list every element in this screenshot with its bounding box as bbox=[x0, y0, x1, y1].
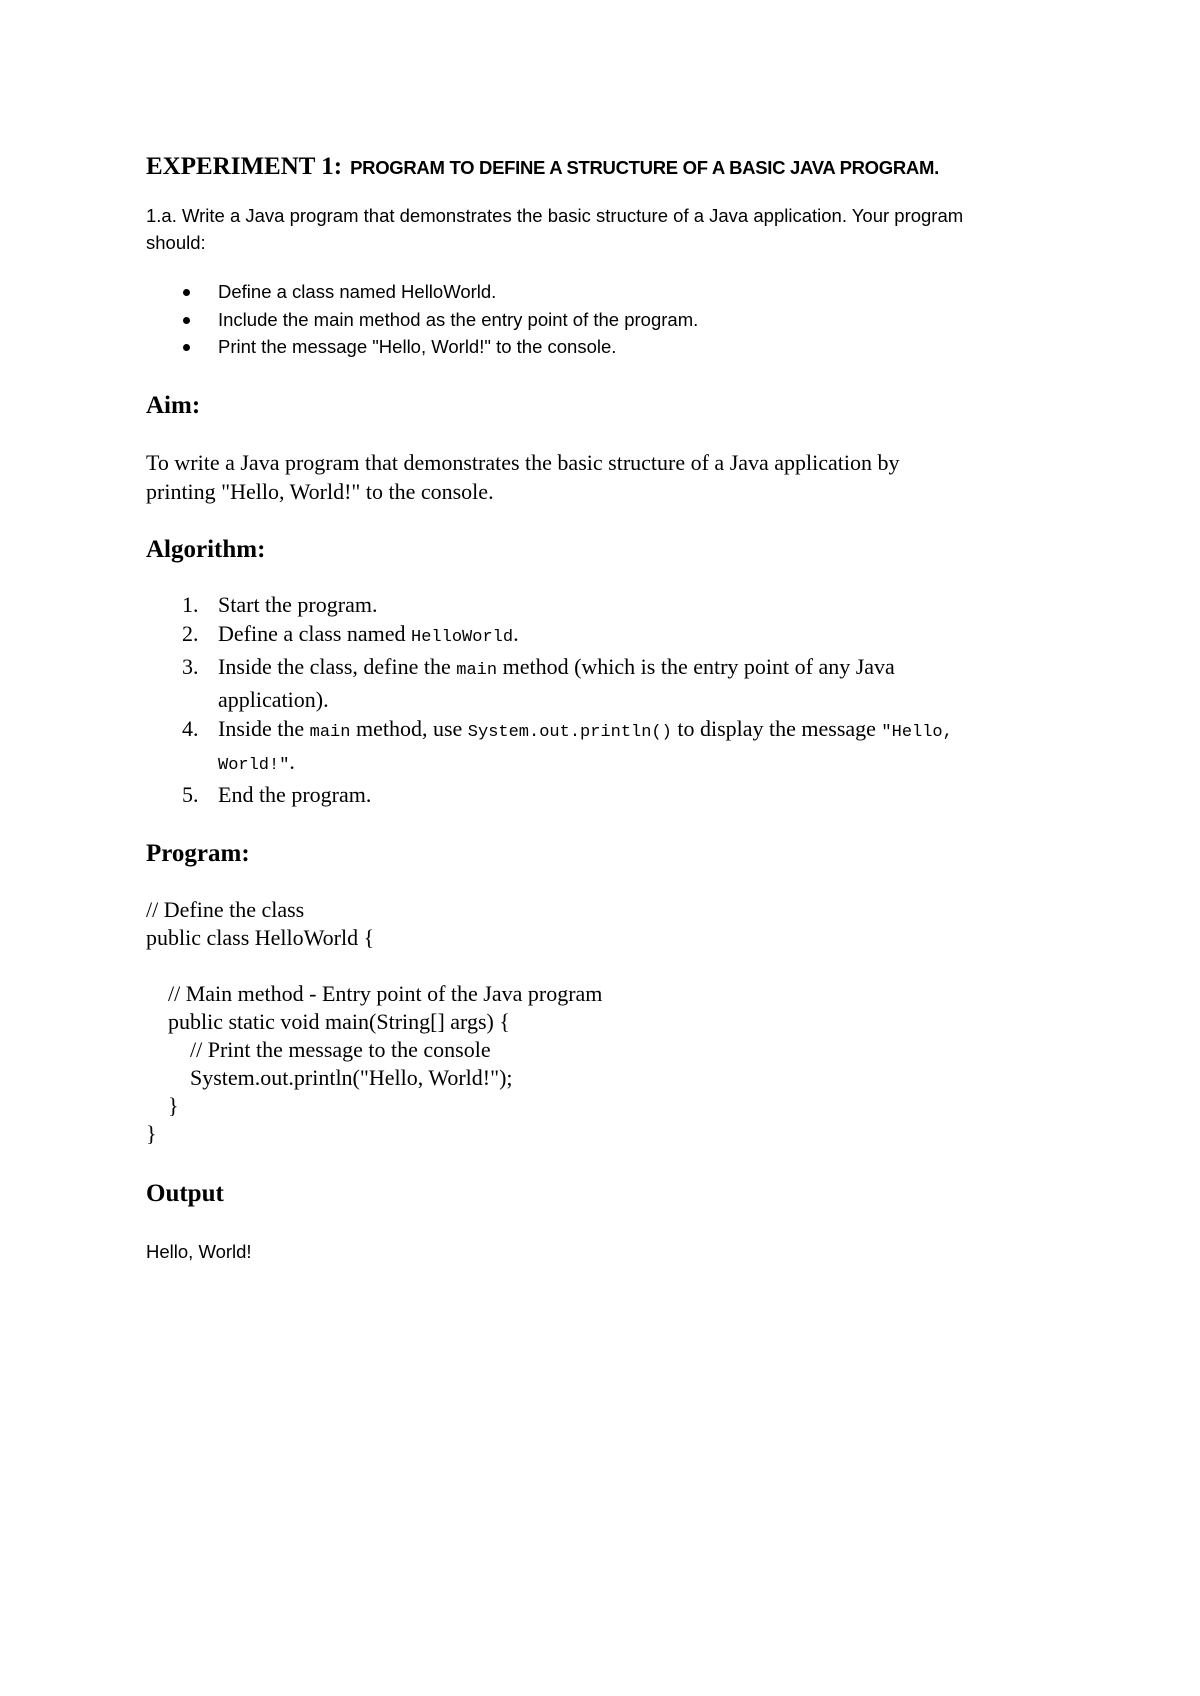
requirements-list bbox=[146, 278, 1076, 361]
step-text: End the program. bbox=[218, 781, 372, 807]
output-heading: Output bbox=[146, 1179, 224, 1207]
experiment-title bbox=[146, 146, 1076, 185]
step-number: 1. bbox=[182, 591, 199, 617]
step-text: to display the message bbox=[671, 715, 882, 741]
code-line: System.out.println("Hello, World!"); bbox=[146, 1064, 513, 1090]
step-number: 4. bbox=[182, 715, 199, 741]
experiment-subtitle: PROGRAM TO DEFINE A STRUCTURE OF A BASIC JAVA PROGRAM. bbox=[350, 157, 939, 178]
algorithm-step bbox=[146, 619, 1076, 652]
step-text: method (which is the entry point of any Java bbox=[497, 653, 895, 679]
step-text: Inside the bbox=[218, 715, 310, 741]
list-item-text: Include the main method as the entry point of the program. bbox=[218, 308, 699, 330]
algorithm-step bbox=[146, 714, 1076, 780]
problem-statement bbox=[146, 202, 1076, 256]
step-number: 3. bbox=[182, 653, 199, 679]
step-number: 5. bbox=[182, 781, 199, 807]
inline-code: main bbox=[309, 722, 351, 742]
problem-statement-line-1: 1.a. Write a Java program that demonstrates the basic structure of a Java application. Your program bbox=[146, 205, 964, 226]
output-text: Hello, World! bbox=[146, 1240, 252, 1262]
algorithm-step bbox=[146, 780, 1076, 809]
code-line: } bbox=[146, 1120, 157, 1146]
aim-heading: Aim: bbox=[146, 391, 201, 419]
aim-text-line-2: printing "Hello, World!" to the console. bbox=[146, 478, 494, 504]
step-text: . bbox=[289, 748, 295, 774]
program-code bbox=[146, 896, 1076, 1148]
step-text: Start the program. bbox=[218, 591, 378, 617]
step-text: Inside the class, define the bbox=[218, 653, 457, 679]
algorithm-heading: Algorithm: bbox=[146, 535, 266, 563]
code-line: public static void main(String[] args) { bbox=[146, 1008, 510, 1034]
problem-statement-line-2: should: bbox=[146, 232, 206, 253]
inline-code: World!" bbox=[218, 755, 290, 775]
code-line: // Main method - Entry point of the Java program bbox=[146, 980, 603, 1006]
code-line: } bbox=[146, 1092, 179, 1118]
step-text: application). bbox=[218, 686, 329, 712]
list-item bbox=[146, 278, 1076, 306]
inline-code: "Hello, bbox=[881, 722, 953, 742]
step-text: method, use bbox=[350, 715, 468, 741]
algorithm-steps bbox=[146, 590, 1076, 809]
step-number: 2. bbox=[182, 620, 199, 646]
bullet-icon bbox=[183, 344, 190, 351]
aim-text bbox=[146, 448, 1076, 506]
code-line bbox=[146, 952, 1076, 980]
code-line: public class HelloWorld { bbox=[146, 924, 375, 950]
list-item bbox=[146, 333, 1076, 361]
list-item bbox=[146, 306, 1076, 334]
aim-text-line-1: To write a Java program that demonstrates the basic structure of a Java application by bbox=[146, 449, 900, 475]
experiment-number: EXPERIMENT 1: bbox=[146, 153, 343, 180]
program-heading: Program: bbox=[146, 839, 250, 867]
document-content bbox=[146, 146, 1076, 1265]
bullet-icon bbox=[183, 317, 190, 324]
inline-code: System.out.println() bbox=[467, 722, 672, 742]
bullet-icon bbox=[183, 289, 190, 296]
algorithm-step bbox=[146, 590, 1076, 619]
step-text: Define a class named bbox=[218, 620, 412, 646]
inline-code: HelloWorld bbox=[411, 627, 514, 647]
step-text: . bbox=[513, 620, 519, 646]
algorithm-step bbox=[146, 652, 1076, 714]
code-line: // Print the message to the console bbox=[146, 1036, 491, 1062]
inline-code: main bbox=[456, 660, 498, 680]
list-item-text: Define a class named HelloWorld. bbox=[218, 281, 497, 302]
code-line: // Define the class bbox=[146, 896, 305, 922]
list-item-text: Print the message "Hello, World!" to the console. bbox=[218, 336, 617, 357]
